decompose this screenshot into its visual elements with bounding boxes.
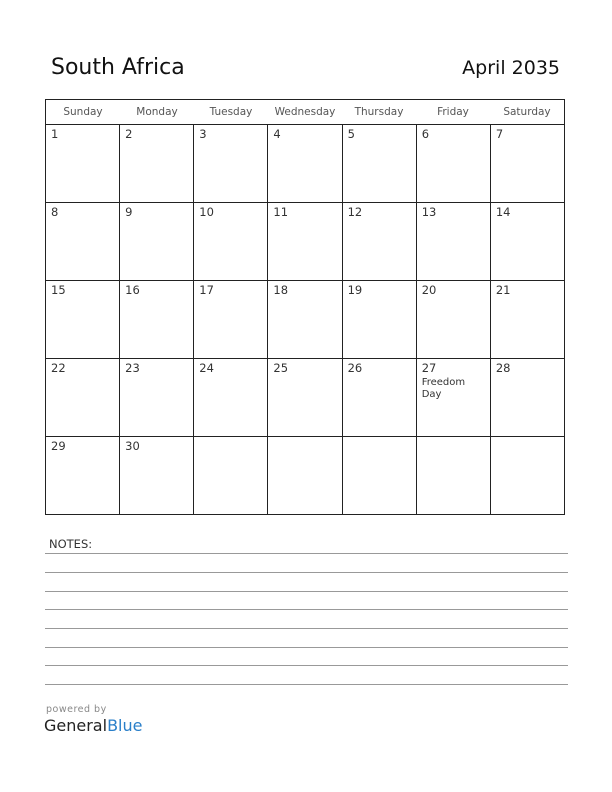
day-number: 19 [347,283,363,297]
day-cell [46,281,119,358]
note-line [45,628,568,629]
holiday-label: Freedom Day [421,377,466,400]
day-number: 29 [51,439,66,453]
day-number: 15 [51,283,66,297]
calendar-month: April 2035 [462,57,560,79]
day-number: 1 [51,127,59,141]
day-number: 9 [125,205,133,219]
day-number: 7 [495,127,504,141]
weekday-monday: Monday [136,106,178,118]
day-cell [342,203,416,280]
day-cell [119,437,193,514]
note-line [45,684,568,685]
note-line [45,647,568,648]
powered-by-text: powered by [46,704,107,715]
weekday-wednesday: Wednesday [274,106,336,118]
day-cell [342,125,416,202]
weekday-sunday: Sunday [63,106,103,118]
day-number: 12 [347,205,363,219]
day-number: 30 [125,439,140,453]
day-cell [119,125,193,202]
day-number: 18 [273,283,289,297]
day-number: 16 [125,283,140,297]
day-cell [490,203,564,280]
day-cell [267,203,341,280]
day-number: 13 [421,205,437,219]
brand-blue: Blue [107,716,143,735]
weekday-thursday: Thursday [354,106,404,118]
day-number: 22 [51,361,66,375]
day-number: 25 [273,361,289,375]
day-number: 10 [199,205,214,219]
day-cell [119,203,193,280]
day-cell [416,281,490,358]
day-cell [193,281,267,358]
day-cell [490,125,564,202]
brand-general: General [44,716,108,735]
note-line [45,591,568,592]
day-number: 6 [421,127,430,141]
generalblue-logo [44,716,142,735]
weekday-saturday: Saturday [503,106,551,118]
calendar-week-row [46,436,564,514]
calendar-week-row [46,125,564,202]
day-number: 8 [51,205,59,219]
calendar-week-row [46,280,564,358]
day-cell [490,281,564,358]
day-cell [193,125,267,202]
notes-label: NOTES: [49,537,93,551]
day-number: 5 [347,127,355,141]
calendar-weeks [46,125,564,514]
day-cell [416,437,490,514]
note-line [45,665,568,666]
calendar-country: South Africa [51,55,185,80]
day-number: 14 [495,205,511,219]
day-cell [267,125,341,202]
day-cell [46,125,119,202]
weekday-header-row [46,100,564,125]
day-cell [416,359,490,436]
day-cell [193,359,267,436]
day-number: 4 [273,127,281,141]
day-cell [416,203,490,280]
day-cell [119,359,193,436]
day-number: 11 [273,205,289,219]
day-cell [46,203,119,280]
day-number: 20 [421,283,437,297]
note-line [45,553,568,554]
day-cell [490,437,564,514]
day-cell [193,437,267,514]
day-cell [119,281,193,358]
day-cell [267,437,341,514]
day-cell [342,359,416,436]
note-line [45,572,568,573]
day-cell [267,281,341,358]
day-number: 28 [495,361,511,375]
day-number: 2 [125,127,133,141]
day-number: 3 [199,127,207,141]
weekday-friday: Friday [437,106,469,118]
day-cell [267,359,341,436]
day-cell [46,359,119,436]
calendar-grid [45,99,565,515]
calendar-week-row [46,358,564,436]
day-cell [490,359,564,436]
day-number: 24 [199,361,214,375]
day-cell [193,203,267,280]
day-cell [416,125,490,202]
day-number: 26 [347,361,363,375]
day-number: 21 [495,283,511,297]
weekday-tuesday: Tuesday [209,106,253,118]
day-number: 17 [199,283,214,297]
day-number: 27 [421,361,437,375]
day-cell [342,437,416,514]
note-line [45,609,568,610]
day-number: 23 [125,361,140,375]
day-cell [46,437,119,514]
day-cell [342,281,416,358]
calendar-week-row [46,202,564,280]
